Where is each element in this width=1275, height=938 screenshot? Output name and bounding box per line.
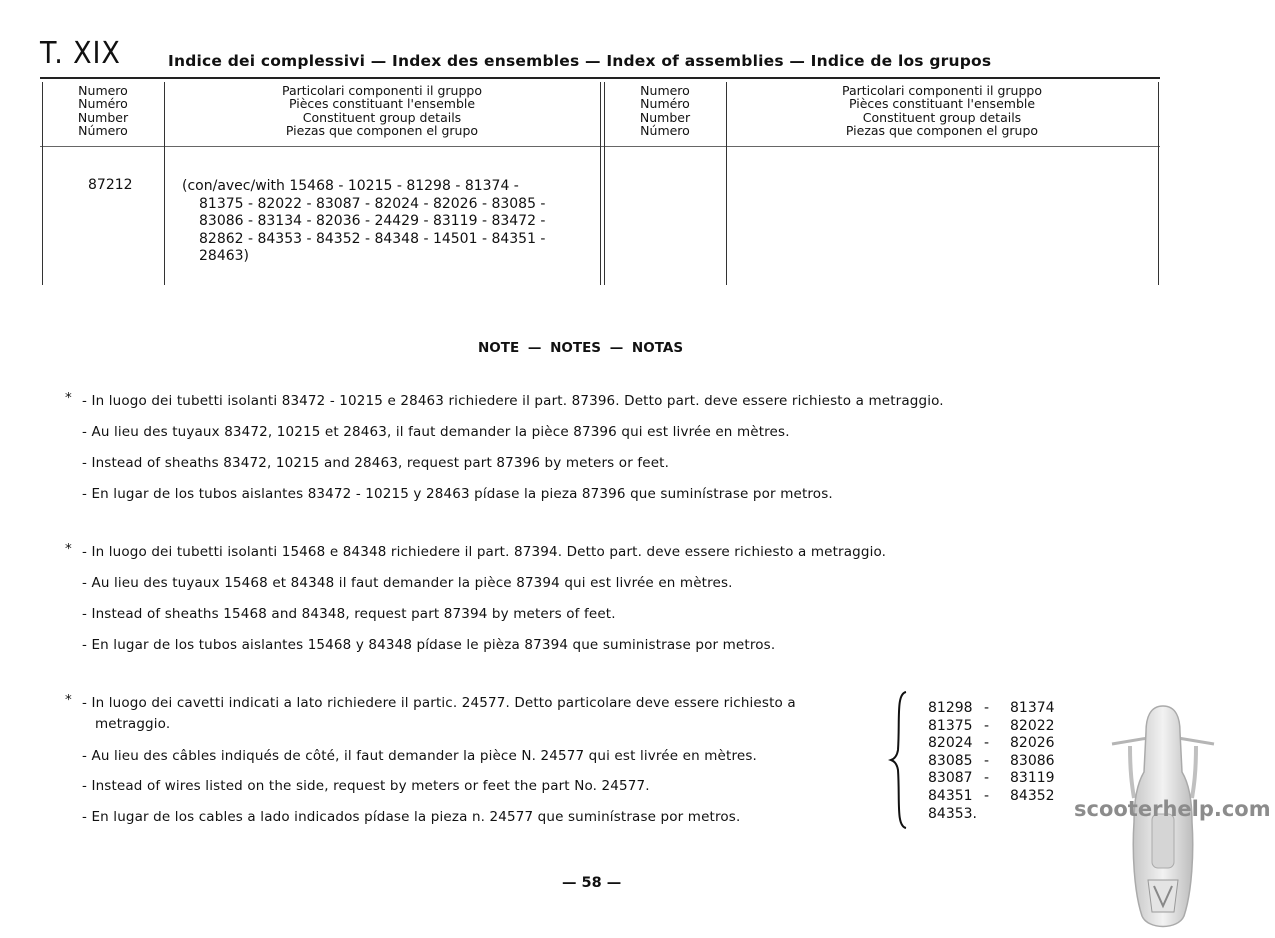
column-label: Número [78,123,128,139]
part-number: 82024 [928,735,973,752]
parts-row [928,753,1055,771]
parts-list [928,700,1055,823]
part-number: 83086 [1010,752,1055,769]
note-line: - Au lieu des câbles indiqués de côté, il faut demander la pièce N. 24577 qui est livrée en mètres. [82,748,757,764]
column-label: Pièces constituant l'ensemble [288,96,476,112]
parts-row [928,788,1055,806]
parts-row [928,735,1055,753]
entry-number: 87212 [88,177,133,193]
column-label: Piezas que componen el grupo [845,123,1039,139]
column-label: Numéro [78,96,128,112]
page-title: Indice dei complessivi — Index des ensembles — Index of assemblies — Indice de los grupos [168,52,992,70]
note-line: - Au lieu des tuyaux 83472, 10215 et 28463, il faut demander la pièce 87396 qui est livrée en mètres. [82,424,790,440]
column-label: Number [639,109,691,125]
part-number: 81375 [928,717,973,734]
column-label: Number [77,109,129,125]
part-number: 84351 [928,787,973,804]
column-label: Particolari componenti il gruppo [842,83,1042,98]
table-border-right [1158,82,1159,285]
column-header-number [44,84,162,138]
part-number: 82026 [1010,735,1055,752]
note-line: - Instead of wires listed on the side, request by meters or feet the part No. 24577. [82,778,650,794]
column-label: Número [640,123,690,139]
note-line: - In luogo dei tubetti isolanti 15468 e 84348 richiedere il part. 87394. Detto part. deve essere richiesto a metraggio. [82,544,887,560]
parts-row [928,770,1055,788]
column-divider [726,82,727,285]
parts-row [928,718,1055,736]
entry-details-line: 82862 - 84353 - 84352 - 84348 - 14501 - 84351 - [199,230,546,247]
entry-details-line: 83086 - 83134 - 82036 - 24429 - 83119 - 83472 - [199,213,546,230]
column-divider [600,82,601,285]
parts-row [928,700,1055,718]
column-label: Numero [640,83,690,98]
header-rule [40,77,1160,79]
note-line: - Instead of sheaths 15468 and 84348, request part 87394 by meters of feet. [82,606,616,622]
note-line: - In luogo dei tubetti isolanti 83472 - 10215 e 28463 richiedere il part. 87396. Detto part. deve essere richiesto a metraggio. [82,393,944,409]
part-separator: - [984,717,990,734]
part-separator: - [984,787,990,804]
column-header-number [606,84,724,138]
entry-details-line: (con/avec/with 15468 - 10215 - 81298 - 81374 - [182,178,519,194]
column-divider [604,82,605,285]
part-number: 84352 [1010,787,1055,804]
column-header-details [166,84,598,138]
note-marker: * [65,692,72,708]
note-line: - Instead of sheaths 83472, 10215 and 28463, request part 87396 by meters or feet. [82,455,670,471]
column-label: Constituent group details [862,109,1022,125]
note-line: metraggio. [95,716,171,732]
notes-title: NOTE — NOTES — NOTAS [478,340,684,356]
entry-details [182,178,545,266]
part-number: 82022 [1010,717,1055,734]
part-number: 83119 [1010,770,1055,787]
column-label: Numéro [640,96,690,112]
note-marker: * [65,541,72,557]
column-divider [164,82,165,285]
note-line: - En lugar de los tubos aislantes 83472 - 10215 y 28463 pídase la pieza 87396 que suminístrase por metros. [82,486,833,502]
table-id: T. XIX [40,36,121,71]
part-number: 83087 [928,770,973,787]
watermark-text: scooterhelp.com [1074,797,1271,821]
part-number: 81298 [928,700,973,716]
part-separator: - [984,700,990,716]
part-separator: - [984,735,990,752]
part-number: 84353. [928,805,977,822]
entry-details-line: 81375 - 82022 - 83087 - 82024 - 82026 - 83085 - [199,195,546,212]
column-label: Pièces constituant l'ensemble [848,96,1036,112]
part-separator: - [984,752,990,769]
page-number: — 58 — [562,875,622,891]
entry-details-line: 28463) [199,248,249,265]
note-line: - Au lieu des tuyaux 15468 et 84348 il faut demander la pièce 87394 qui est livrée en mètres. [82,575,733,591]
note-line: - En lugar de los cables a lado indicados pídase la pieza n. 24577 que suminístrase por metros. [82,809,741,825]
note-line: - In luogo dei cavetti indicati a lato richiedere il partic. 24577. Detto particolare deve essere richiesto a [82,695,796,711]
table-border-left [42,82,43,285]
note-marker: * [65,390,72,406]
part-number: 83085 [928,752,973,769]
brace-icon [888,690,912,830]
column-label: Numero [78,83,128,98]
column-label: Piezas que componen el grupo [285,123,479,139]
parts-row [928,806,1055,824]
column-label: Constituent group details [302,109,462,125]
part-number: 81374 [1010,700,1055,716]
column-label: Particolari componenti il gruppo [282,83,482,98]
part-separator: - [984,770,990,787]
column-header-details [728,84,1156,138]
note-line: - En lugar de los tubos aislantes 15468 y 84348 pídase le pièza 87394 que suministrase por metros. [82,637,776,653]
